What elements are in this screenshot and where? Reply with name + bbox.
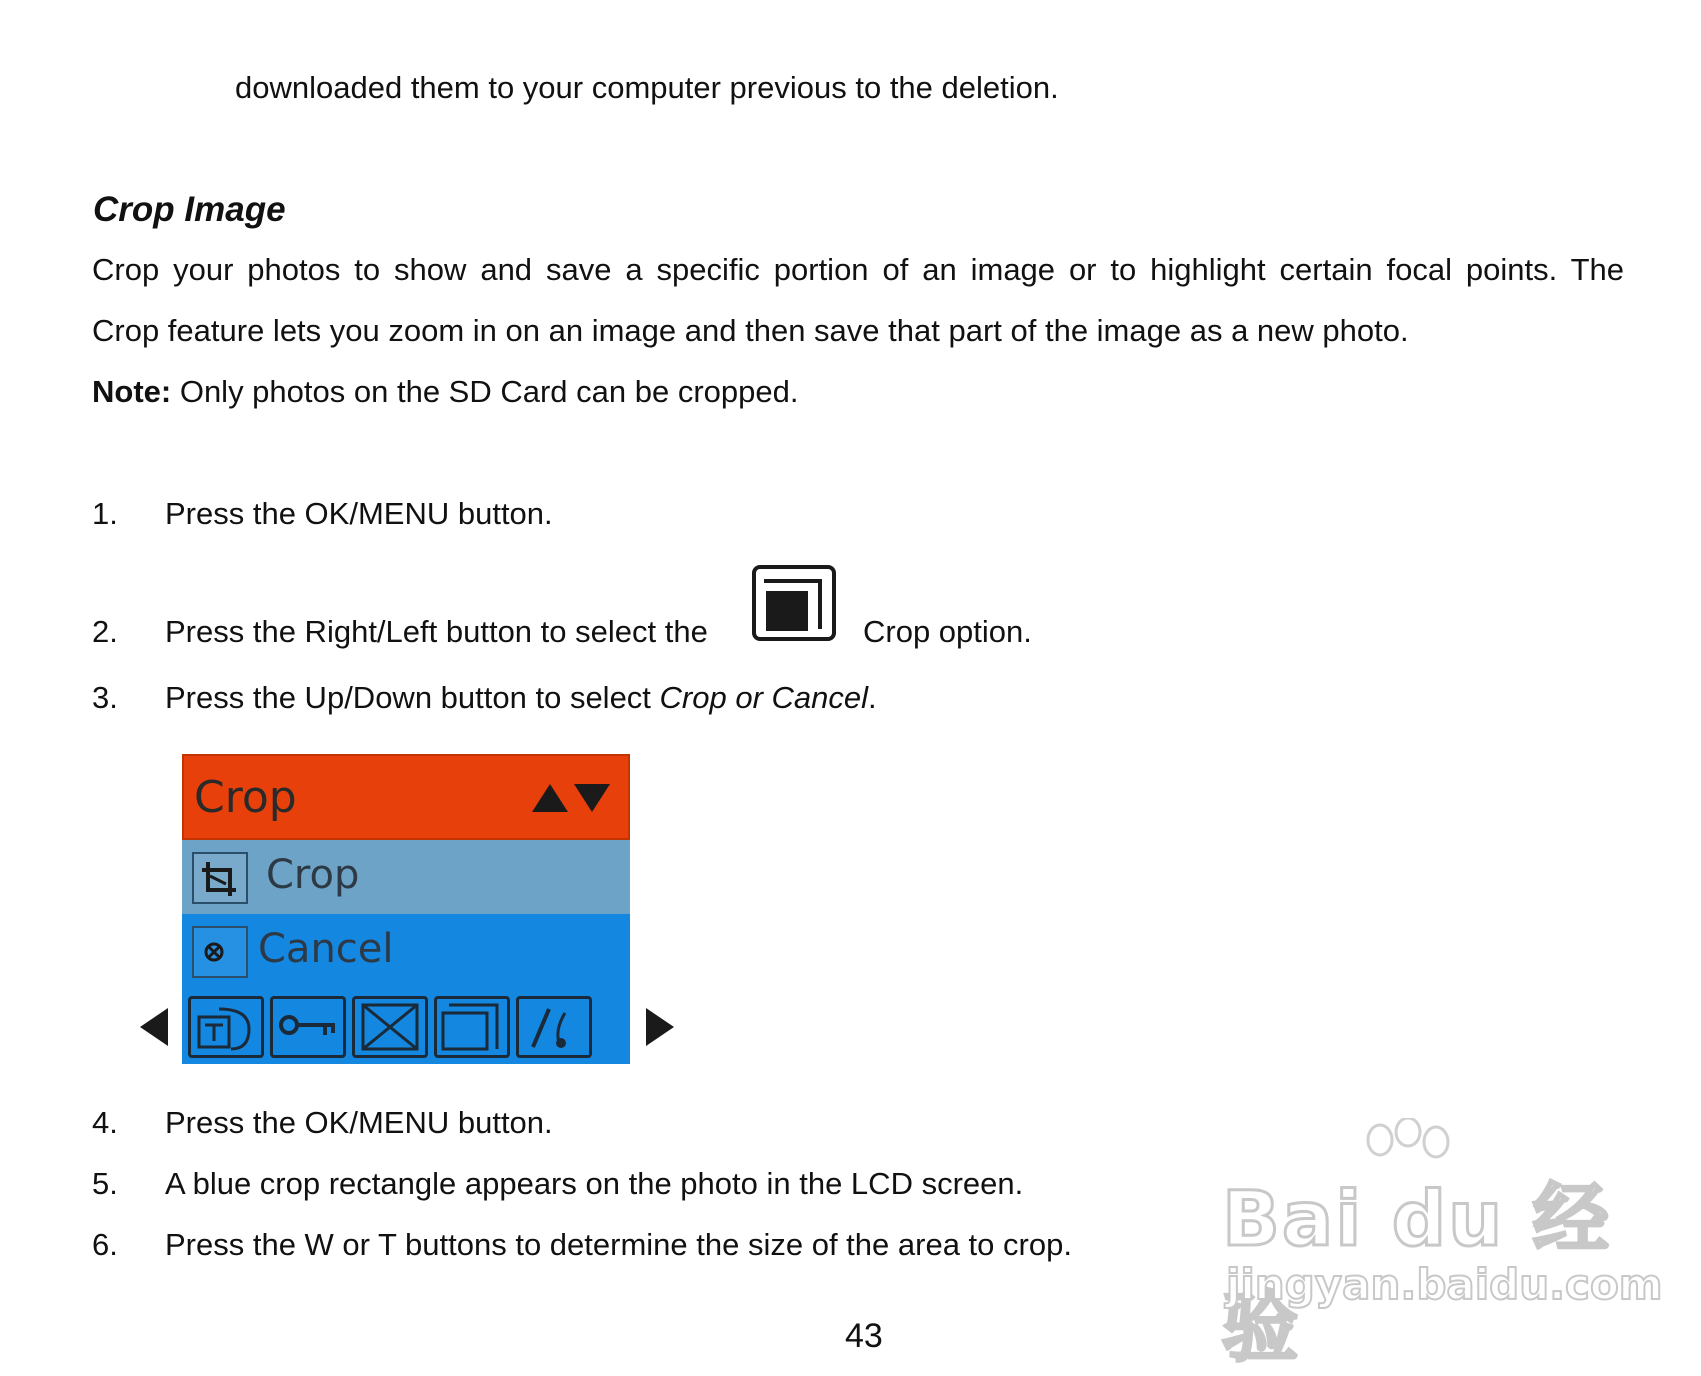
note-label: Note: bbox=[92, 374, 172, 409]
crop-tool-icon bbox=[192, 852, 248, 904]
step-text: Press the Up/Down button to select Crop or Cancel. bbox=[165, 680, 877, 715]
step-number: 5. bbox=[92, 1166, 118, 1201]
step-text: Press the OK/MENU button. bbox=[165, 496, 553, 531]
menu-option-label: Cancel bbox=[258, 926, 394, 972]
camera-crop-menu bbox=[182, 754, 630, 1064]
mode-icon-strip bbox=[182, 988, 630, 1064]
step-number: 4. bbox=[92, 1105, 118, 1140]
note-paragraph bbox=[92, 374, 798, 410]
note-text: Only photos on the SD Card can be cropped. bbox=[171, 374, 799, 409]
watermark-sub: jingyan.baidu.com bbox=[1226, 1260, 1663, 1309]
intro-line-1: Crop your photos to show and save a specific portion of an image or to highlight certain focal points. The bbox=[92, 252, 1624, 287]
delete-icon[interactable] bbox=[352, 996, 428, 1058]
step-number: 2. bbox=[92, 614, 118, 649]
continuation-text: downloaded them to your computer previous to the deletion. bbox=[235, 70, 1059, 105]
step-text: Press the W or T buttons to determine the size of the area to crop. bbox=[165, 1227, 1072, 1262]
right-arrow-icon bbox=[646, 1008, 674, 1046]
step-text: Press the Right/Left button to select the bbox=[165, 614, 708, 649]
menu-option-cancel[interactable] bbox=[182, 914, 630, 988]
menu-option-label: Crop bbox=[266, 852, 360, 898]
step-text-after-icon: Crop option. bbox=[863, 614, 1032, 649]
watermark-main: Bai du 经验 bbox=[1222, 1174, 1611, 1372]
step-text: Press the OK/MENU button. bbox=[165, 1105, 553, 1140]
cancel-icon bbox=[192, 926, 248, 978]
menu-header bbox=[182, 754, 630, 840]
step-italic: Crop or Cancel bbox=[659, 680, 869, 715]
section-heading: Crop Image bbox=[93, 190, 286, 229]
up-down-arrows-icon bbox=[530, 782, 612, 814]
protect-key-icon[interactable] bbox=[270, 996, 346, 1058]
page-number: 43 bbox=[845, 1317, 883, 1355]
baidu-watermark bbox=[1222, 1118, 1663, 1372]
step-number: 6. bbox=[92, 1227, 118, 1262]
menu-option-crop[interactable] bbox=[182, 840, 630, 914]
step-number: 3. bbox=[92, 680, 118, 715]
text-stamp-icon[interactable] bbox=[188, 996, 264, 1058]
left-arrow-icon bbox=[140, 1008, 168, 1046]
crop-frame-icon[interactable] bbox=[434, 996, 510, 1058]
step-text: A blue crop rectangle appears on the photo in the LCD screen. bbox=[165, 1166, 1024, 1201]
intro-line-2: Crop feature lets you zoom in on an image and then save that part of the image as a new photo. bbox=[92, 313, 1409, 348]
edit-brush-icon[interactable] bbox=[516, 996, 592, 1058]
menu-title: Crop bbox=[194, 772, 297, 823]
crop-option-icon bbox=[752, 565, 836, 641]
step-number: 1. bbox=[92, 496, 118, 531]
